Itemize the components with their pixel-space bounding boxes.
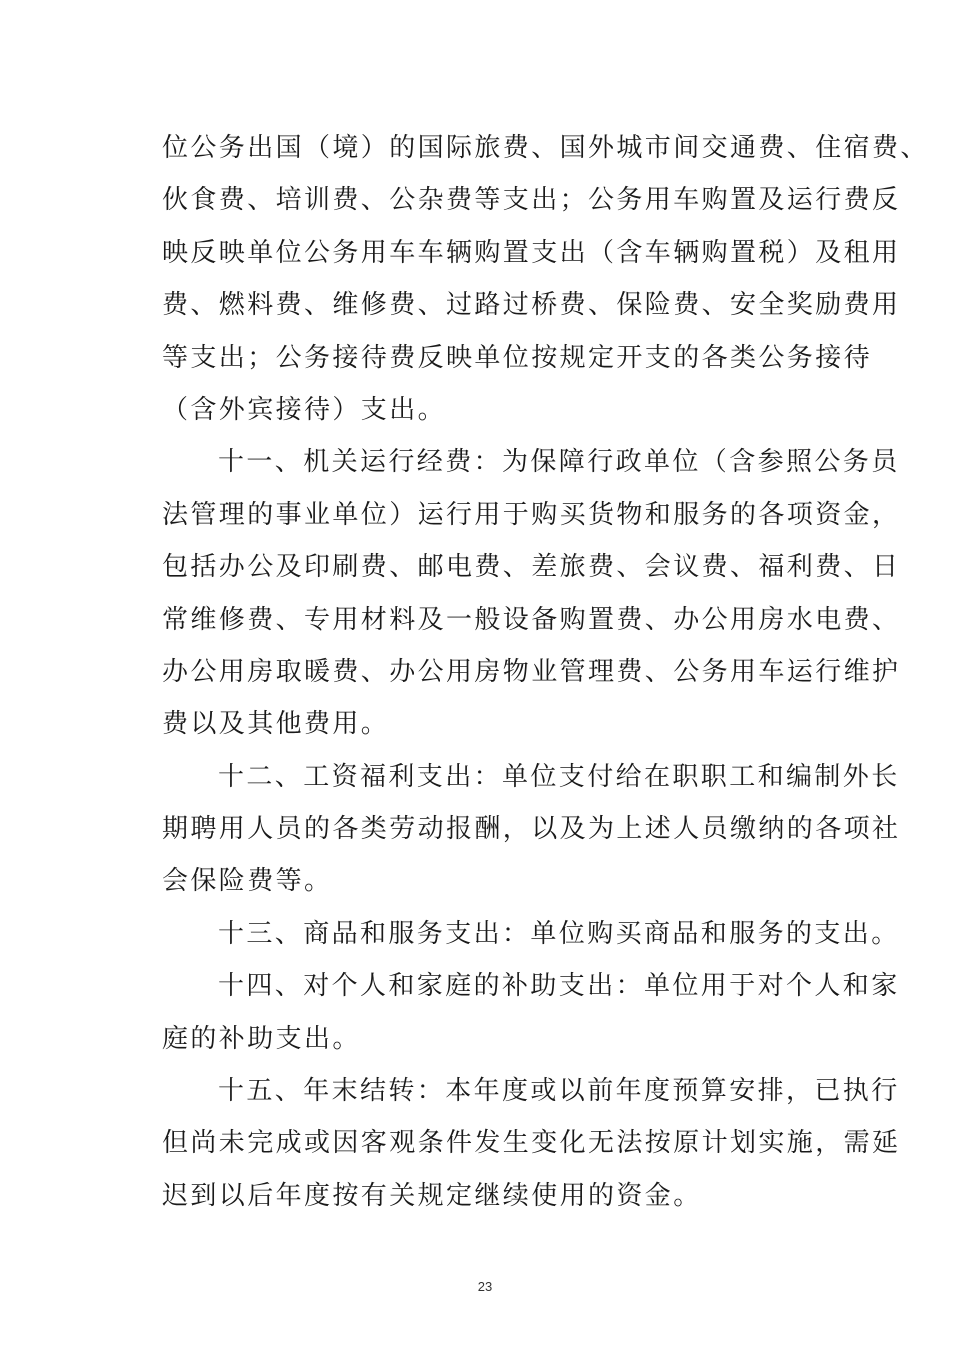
text-line: 费、燃料费、维修费、过路过桥费、保险费、安全奖励费用: [162, 290, 901, 321]
text-line: 常维修费、专用材料及一般设备购置费、办公用房水电费、: [162, 604, 901, 635]
text-line: 费以及其他费用。: [162, 709, 390, 740]
text-line: 会保险费等。: [162, 866, 333, 897]
text-line: 伙食费、培训费、公杂费等支出；公务用车购置及运行费反: [162, 185, 901, 216]
text-line: 十三、商品和服务支出：单位购买商品和服务的支出。: [218, 918, 900, 949]
text-line: 位公务出国（境）的国际旅费、国外城市间交通费、住宿费、: [162, 133, 929, 163]
body-text: [162, 122, 929, 1222]
text-line: 庭的补助支出。: [162, 1023, 361, 1054]
text-line: 等支出；公务接待费反映单位按规定开支的各类公务接待: [162, 342, 873, 373]
text-line: 迟到以后年度按有关规定继续使用的资金。: [162, 1180, 702, 1211]
text-line: （含外宾接待）支出。: [162, 394, 447, 425]
text-line: 十一、机关运行经费：为保障行政单位（含参照公务员: [218, 447, 900, 478]
text-line: 十四、对个人和家庭的补助支出：单位用于对个人和家: [218, 971, 900, 1002]
text-line: 包括办公及印刷费、邮电费、差旅费、会议费、福利费、日: [162, 552, 901, 583]
text-line: 但尚未完成或因客观条件发生变化无法按原计划实施，需延: [162, 1128, 901, 1159]
text-line: 办公用房取暖费、办公用房物业管理费、公务用车运行维护: [162, 656, 901, 687]
text-line: 十五、年末结转：本年度或以前年度预算安排，已执行: [218, 1076, 900, 1107]
page-number: 23: [477, 1279, 493, 1294]
text-line: 映反映单位公务用车车辆购置支出（含车辆购置税）及租用: [162, 237, 901, 268]
text-line: 法管理的事业单位）运行用于购买货物和服务的各项资金，: [162, 499, 901, 530]
text-line: 十二、工资福利支出：单位支付给在职职工和编制外长: [218, 761, 900, 792]
text-line: 期聘用人员的各类劳动报酬，以及为上述人员缴纳的各项社: [162, 814, 901, 845]
